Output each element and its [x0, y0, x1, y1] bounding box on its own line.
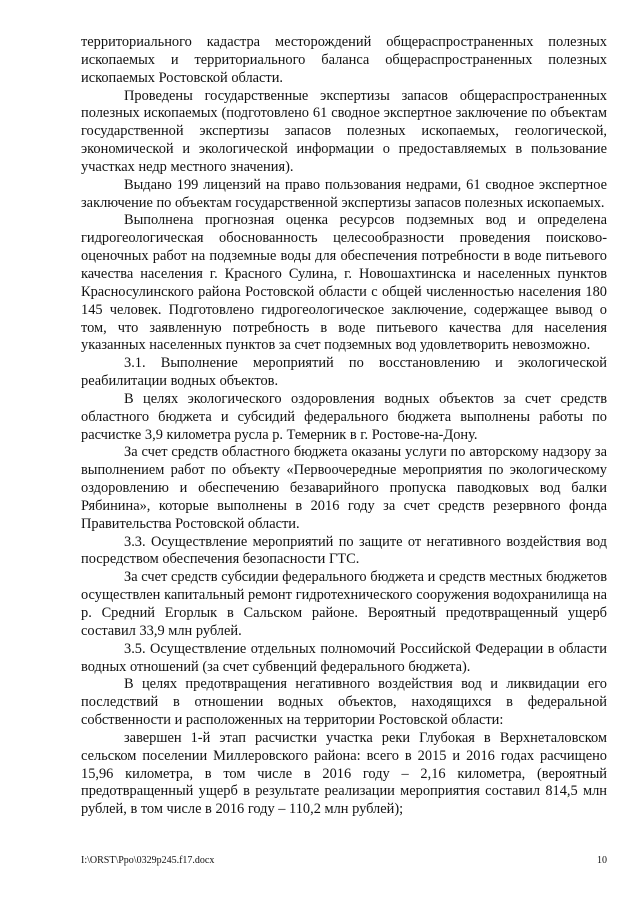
section-heading: 3.1. Выполнение мероприятий по восстановлению и экологической реабилитации водных объектов.	[81, 355, 607, 390]
paragraph: Проведены государственные экспертизы запасов общераспространенных полезных ископаемых (подготовлено 61 сводное экспертное заключение по объектам государственной экспертизы запасов полезных ископаемых, геологической, экономической и экологической информации о предоставляемых в пользование участках недр местного значения).	[81, 87, 607, 175]
page-number: 10	[597, 855, 607, 866]
paragraph: завершен 1-й этап расчистки участка реки Глубокая в Верхнеталовском сельском поселении Миллеровского района: всего в 2015 и 2016 годах расчищено 15,96 километра, в том числе в 2016 году – 2,16 километра, (вероятный предотвращенный ущерб в результате реализации мероприятия составил 814,5 млн рублей, в том числе в 2016 году – 110,2 млн рублей);	[81, 729, 607, 818]
paragraph: В целях экологического оздоровления водных объектов за счет средств областного бюджета и субсидий федерального бюджета выполнены работы по расчистке 3,9 километра русла р. Темерник в г. Ростове-на-Дону.	[81, 390, 607, 443]
section-heading: 3.3. Осуществление мероприятий по защите от негативного воздействия вод посредством обеспечения безопасности ГТС.	[81, 533, 607, 568]
document-body	[81, 34, 607, 819]
paragraph: За счет средств субсидии федерального бюджета и средств местных бюджетов осуществлен капитальный ремонт гидротехнического сооружения водохранилища на р. Средний Егорлык в Сальском районе. Вероятный предотвращенный ущерб составил 33,9 млн рублей.	[81, 569, 607, 639]
file-path: I:\ORST\Ppo\0329p245.f17.docx	[81, 855, 215, 866]
paragraph: Выполнена прогнозная оценка ресурсов подземных вод и определена гидрогеологическая обоснованность целесообразности проведения поисково-оценочных работ на подземные воды для обеспечения потребности в воде питьевого качества населения г. Красного Сулина, г. Новошахтинска и населенных пунктов Красносулинского района Ростовской области с общей численностью населения 180 145 человек. Подготовлено гидрогеологическое заключение, содержащее вывод о том, что заявленную потребность в воде питьевого качества для населения указанных населенных пунктов за счет подземных вод удовлетворить невозможно.	[81, 212, 607, 354]
paragraph: Выдано 199 лицензий на право пользования недрами, 61 сводное экспертное заключение по объектам государственной экспертизы запасов полезных ископаемых.	[81, 176, 607, 211]
paragraph: В целях предотвращения негативного воздействия вод и ликвидации его последствий в отношении водных объектов, находящихся в федеральной собственности и расположенных на территории Ростовской области:	[81, 676, 607, 729]
paragraph: территориального кадастра месторождений общераспространенных полезных ископаемых и территориального баланса общераспространенных полезных ископаемых Ростовской области.	[81, 34, 607, 86]
paragraph: За счет средств областного бюджета оказаны услуги по авторскому надзору за выполнением работ по объекту «Первоочередные мероприятия по экологическому оздоровлению и обеспечению безаварийного пропуска паводковых вод балки Рябинина», которые выполнены в 2016 году за счет средств резервного фонда Правительства Ростовской области.	[81, 444, 607, 532]
section-heading: 3.5. Осуществление отдельных полномочий Российской Федерации в области водных отношений (за счет субвенций федерального бюджета).	[81, 640, 607, 675]
